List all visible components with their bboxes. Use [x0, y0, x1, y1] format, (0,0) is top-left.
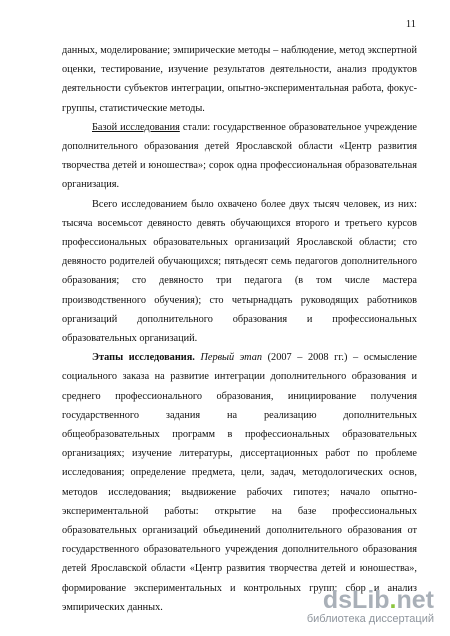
- paragraph-methods: данных, моделирование; эмпирические методы – наблюдение, метод экспертной оценки, тестирование, изучение результатов деятельности, анализ продуктов деятельности субъектов интеграции, опытно-экспериментальная работа, фокус-группы, статистические методы.: [62, 45, 417, 114]
- stages-text: (2007 – 2008 гг.) – осмысление социального заказа на развитие интеграции дополнительного образования и среднего профессионального образования, инициирование получения государственного задания на реализацию дополнительных общеобразовательных программ в профессиональных образовательных организациях; изучение литературы, диссертационных работ по проблеме исследования; определение предмета, цели, задач, методологических основ, методов исследования; выдвижение рабочих гипотез; начало опытно-экспериментальной работы: открытие на базе профессиональных образовательных организаций объединений дополнительного образования от государственного образовательного учреждения дополнительного образования детей Ярославской области «Центр развития творчества детей и юношества», формирование экспериментальных и контрольных групп; сбор и анализ эмпирических данных.: [62, 352, 417, 613]
- research-base-label: Базой исследования: [92, 121, 180, 133]
- logo-lib: Lib: [352, 586, 390, 614]
- watermark-subtitle: библиотека диссертаций: [306, 613, 434, 625]
- paragraph-participants: Всего исследованием было охвачено более двух тысяч человек, из них: тысяча восемьсот девяносто девять обучающихся второго и третьего курсов профессиональных образовательных организаций Ярославской области; сто девяносто родителей обучающихся; пятьдесят семь педагогов дополнительного образования; сто девяносто три педагога (в том числе мастера производственного обучения); сто четырнадцать руководящих работников организаций дополнительного образования и профессиональных образовательных организаций.: [62, 198, 417, 345]
- research-base-text: стали: государственное образовательное учреждение дополнительного образования детей Ярославской области «Центр развития творчества детей и юношества»; сорок одна профессиональная образовательная организация.: [62, 121, 417, 191]
- first-stage-label: Первый этап: [200, 352, 263, 364]
- stages-label: Этапы исследования.: [92, 352, 195, 364]
- logo-net: net: [396, 586, 434, 614]
- paragraph-research-base: [62, 118, 417, 195]
- logo-dot: .: [389, 586, 397, 614]
- logo-ds: ds: [322, 586, 353, 614]
- watermark: [304, 587, 434, 626]
- document-body: [62, 41, 417, 617]
- paragraph-stages: [62, 348, 417, 617]
- dslib-logo: [304, 587, 434, 613]
- page-number: 11: [405, 19, 416, 30]
